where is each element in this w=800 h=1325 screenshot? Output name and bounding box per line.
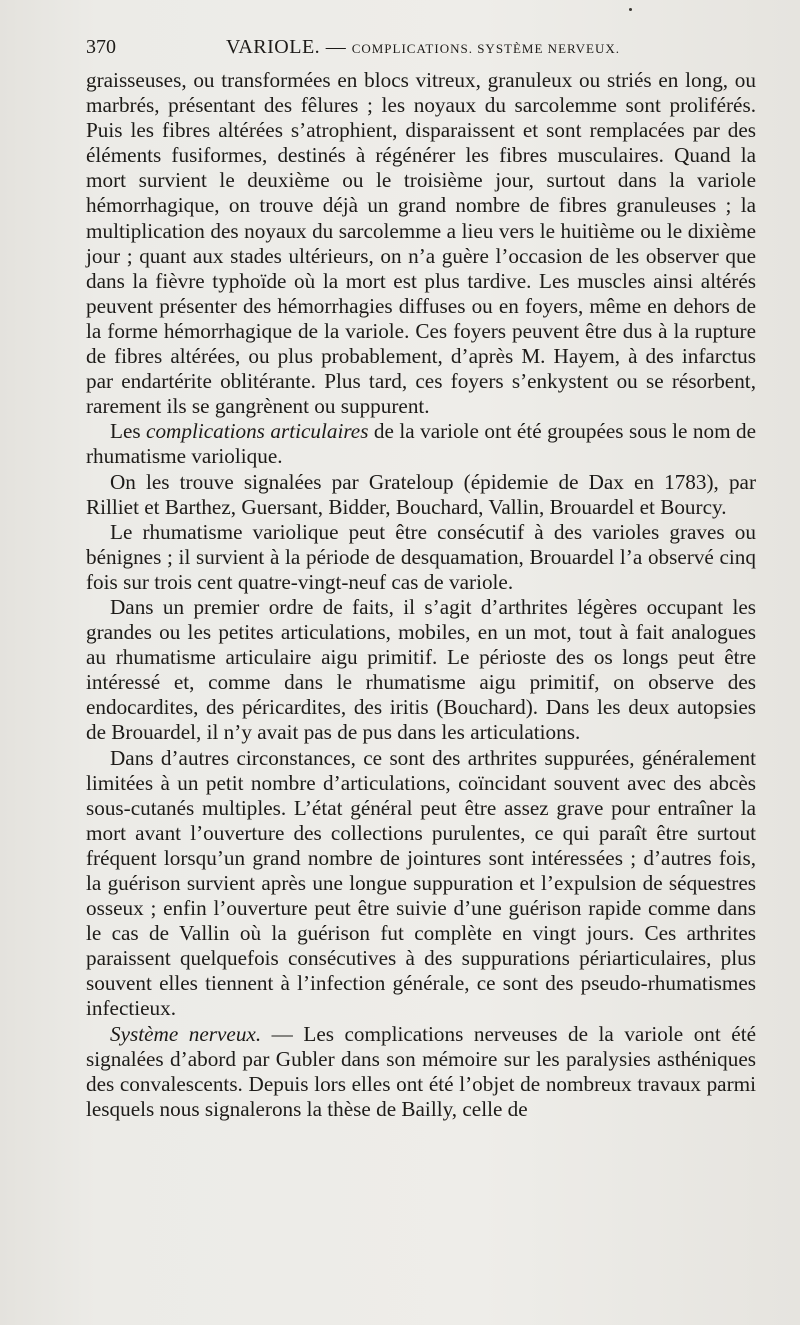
- paragraph-rest: — Les complications nerveuses de la variole ont été signalées d’abord par Gubler dans son mémoire sur les paralysies asthéniques des convalescents. Depuis lors elles ont été l’objet de nombreux travaux parmi lesquels nous signalerons la thèse de Bailly, celle de: [86, 1021, 756, 1121]
- paragraph-sources: On les trouve signalées par Grateloup (épidemie de Dax en 1783), par Rilliet et Barthez, Guersant, Bidder, Bouchard, Vallin, Brouardel et Bourcy.: [86, 469, 756, 519]
- paragraph-first-order: Dans un premier ordre de faits, il s’agit d’arthrites légères occupant les grandes ou les petites articulations, mobiles, en un mot, tout à fait analogues au rhumatisme articulaire aigu primitif. Le périoste des os longs peut être intéressé et, comme dans le rhumatisme aigu primitif, on observe des endocardites, des péricardites, des iritis (Bouchard). Dans les deux autopsies de Brouardel, il n’y avait pas de pus dans les articulations.: [86, 594, 756, 745]
- page-number: 370: [86, 36, 116, 58]
- paragraph-suppurated: Dans d’autres circonstances, ce sont des arthrites suppurées, généralement limitées à un petit nombre d’articulations, coïncidant souvent avec des abcès sous-cutanés multiples. L’état général peut être assez grave pour entraîner la mort avant l’ouverture des collections purulentes, ce qui paraît être surtout fréquent lorsqu’un grand nombre de jointures sont intéressées ; d’autres fois, la guérison survient après une longue suppuration et l’expulsion de séquestres osseux ; enfin l’ouverture peut être suivie d’une guérison rapide comme dans le cas de Vallin où la guérison fut complète en vingt jours. Ces arthrites paraissent quelquefois consécutives à des suppurations périarticulaires, plus souvent elles tiennent à l’infection générale, ce sont des pseudo-rhumatismes infectieux.: [86, 745, 756, 1021]
- running-title-sub: COMPLICATIONS. SYSTÈME NERVEUX.: [351, 41, 620, 56]
- running-title-dash: —: [320, 36, 352, 58]
- paragraph-rheumatism: Le rhumatisme variolique peut être consécutif à des varioles graves ou bénignes ; il survient à la période de desquamation, Brouardel l’a observé cinq fois sur trois cent quatre-vingt-neuf cas de variole.: [86, 519, 756, 594]
- emphasis-articular: complications articulaires: [146, 419, 369, 444]
- paragraph-articular: [86, 419, 756, 469]
- ink-speck: [629, 8, 632, 11]
- paragraph-rest: de la variole ont été groupées sous le nom de rhumatisme variolique.: [86, 419, 756, 469]
- running-title-main: VARIOLE.: [226, 36, 321, 58]
- emphasis-nervous: Système nerveux.: [110, 1021, 262, 1046]
- running-title: [226, 30, 620, 66]
- running-header: [86, 30, 756, 64]
- body-text: [86, 68, 756, 1122]
- paragraph-nervous: [86, 1022, 756, 1122]
- paragraph-continuation: graisseuses, ou transformées en blocs vitreux, granuleux ou striés en long, ou marbrés, présentant des fêlures ; les noyaux du sarcolemme sont proliférés. Puis les fibres altérées s’atrophient, disparaissent et sont remplacées par des éléments fusiformes, destinés à régénérer les fibres musculaires. Quand la mort survient le deuxième ou le troisième jour, surtout dans la variole hémorrhagique, on trouve déjà un grand nombre de fibres granuleuses ; la multiplication des noyaux du sarcolemme a lieu vers le huitième ou le dixième jour ; quant aux stades ultérieurs, on n’a guère l’occasion de les observer que dans la fièvre typhoïde où la mort est plus tardive. Les muscles ainsi altérés peuvent présenter des hémorrhagies diffuses ou en foyers, même en dehors de la forme hémorrhagique de la variole. Ces foyers peuvent être dus à la rupture de fibres altérées, ou plus probablement, d’après M. Hayem, à des infarctus par endartérite oblitérante. Plus tard, ces foyers s’enkystent ou se résorbent, rarement ils se gangrènent ou suppurent.: [86, 68, 756, 419]
- paragraph-lead: Les: [110, 419, 147, 444]
